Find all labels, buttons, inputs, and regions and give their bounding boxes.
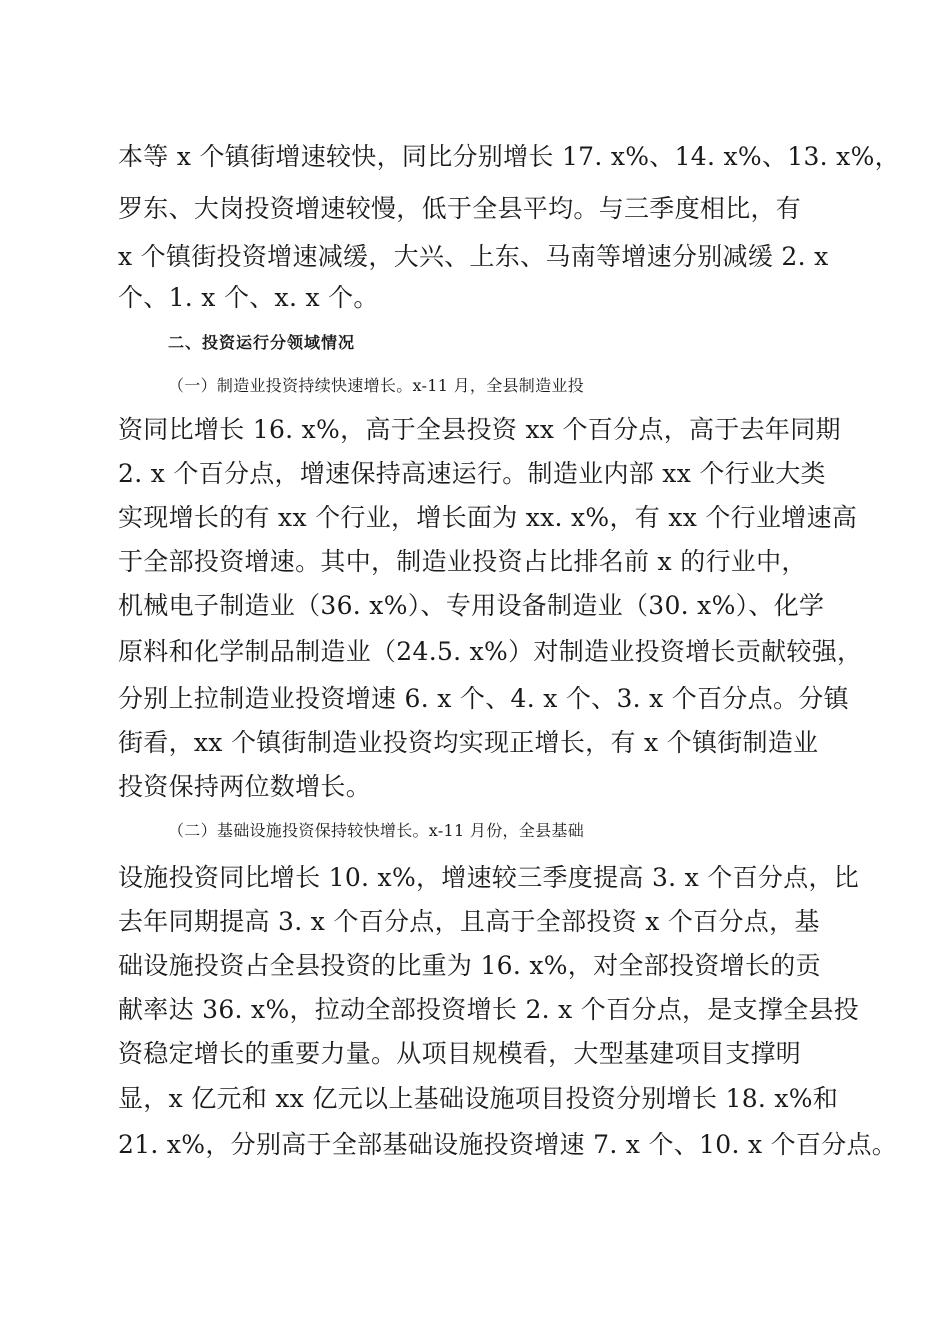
text-line: 2. x 个百分点，增速保持高速运行。制造业内部 xx 个行业大类 [118, 459, 826, 488]
text-line: 21. x%，分别高于全部基础设施投资增速 7. x 个、10. x 个百分点。 [118, 1130, 898, 1159]
text-line: 显，x 亿元和 xx 亿元以上基础设施项目投资分别增长 18. x%和 [118, 1084, 839, 1113]
text-line: 础设施投资占全县投资的比重为 16. x%，对全部投资增长的贡 [118, 951, 821, 980]
text-line: 投资保持两位数增长。 [118, 772, 372, 801]
text-line: 本等 x 个镇街增速较快，同比分别增长 17. x%、14. x%、13. x%， [118, 142, 900, 171]
text-line: 罗东、大岗投资增速较慢，低于全县平均。与三季度相比，有 [118, 194, 802, 223]
section-heading: 二、投资运行分领域情况 [168, 333, 356, 352]
text-line: 街看，xx 个镇街制造业投资均实现正增长，有 x 个镇街制造业 [118, 728, 819, 757]
text-line: （二）基础设施投资保持较快增长。x-11 月份，全县基础 [168, 821, 584, 840]
text-line: 机械电子制造业（36. x%）、专用设备制造业（30. x%）、化学 [118, 591, 825, 620]
text-line: 资同比增长 16. x%，高于全县投资 xx 个百分点，高于去年同期 [118, 415, 841, 444]
text-line: 个、1. x 个、x. x 个。 [118, 283, 379, 312]
text-line: 献率达 36. x%，拉动全部投资增长 2. x 个百分点，是支撑全县投 [118, 995, 860, 1024]
text-line: 分别上拉制造业投资增速 6. x 个、4. x 个、3. x 个百分点。分镇 [118, 684, 849, 713]
text-line: 原料和化学制品制造业（24.5. x%）对制造业投资增长贡献较强， [118, 637, 863, 666]
text-line: 于全部投资增速。其中，制造业投资占比排名前 x 的行业中， [118, 547, 807, 576]
text-line: 去年同期提高 3. x 个百分点，且高于全部投资 x 个百分点，基 [118, 907, 820, 936]
text-line: x 个镇街投资增速减缓，大兴、上东、马南等增速分别减缓 2. x [118, 242, 829, 271]
text-line: （一）制造业投资持续快速增长。x-11 月，全县制造业投 [168, 376, 584, 395]
text-line: 资稳定增长的重要力量。从项目规模看，大型基建项目支撑明 [118, 1039, 802, 1068]
text-line: 实现增长的有 xx 个行业，增长面为 xx. x%，有 xx 个行业增速高 [118, 503, 858, 532]
text-line: 设施投资同比增长 10. x%，增速较三季度提高 3. x 个百分点，比 [118, 863, 860, 892]
